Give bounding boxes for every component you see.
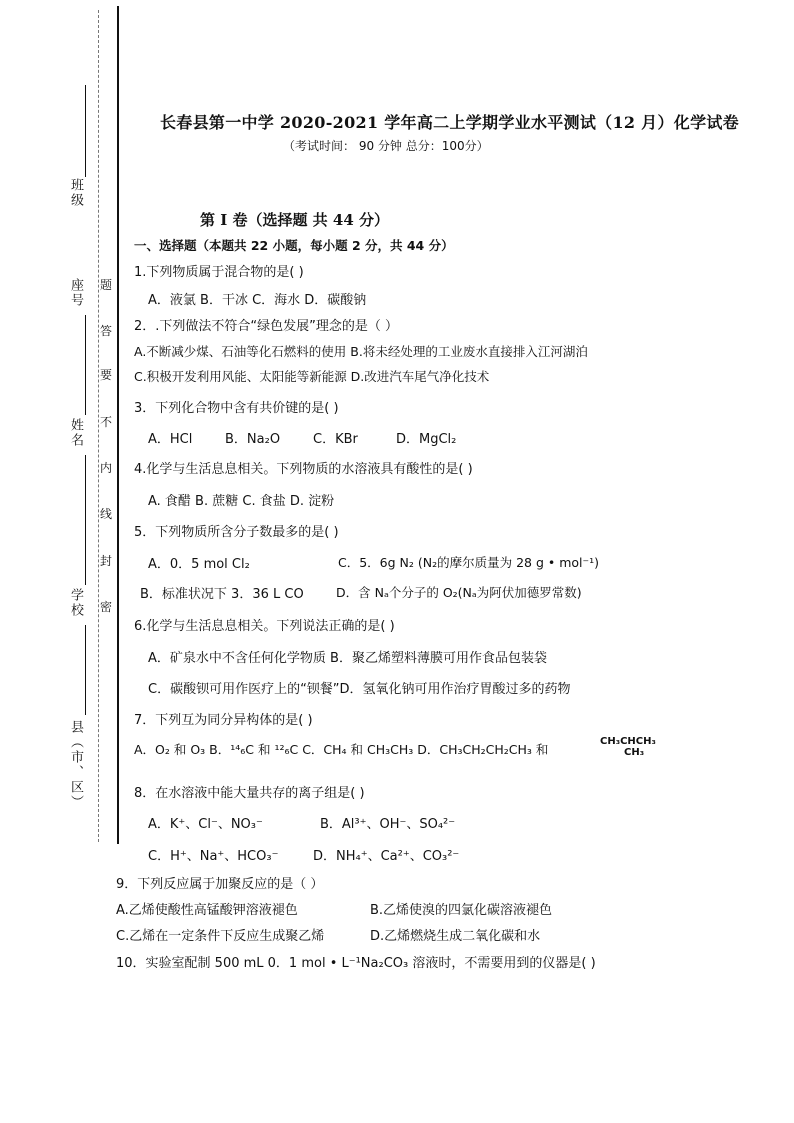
q5-option-b: B．标准状况下 3．36 L CO bbox=[140, 587, 304, 602]
seal-char-3: 要 bbox=[100, 368, 113, 382]
q7-structure-line1: CH₃CHCH₃ bbox=[600, 736, 656, 747]
exam-subtitle: （考试时间： 90 分钟 总分：100分） bbox=[283, 139, 489, 153]
q5-option-c: C．5．6g N₂ (N₂的摩尔质量为 28 g • mol⁻¹) bbox=[338, 555, 600, 570]
q8-option-a: A．K⁺、Cl⁻、NO₃⁻ bbox=[148, 817, 263, 832]
q10-stem: 10．实验室配制 500 mL 0．1 mol • L⁻¹Na₂CO₃ 溶液时，不需要用到的仪器是( ) bbox=[116, 956, 596, 971]
q2-options-cd: C.积极开发利用风能、太阳能等新能源 D.改进汽车尾气净化技术 bbox=[134, 369, 490, 384]
q3-option-b: B．Na₂O bbox=[225, 432, 281, 447]
q1-stem: 1.下列物质属于混合物的是( ) bbox=[134, 265, 304, 280]
q9-option-b: B.乙烯使溴的四氯化碳溶液褪色 bbox=[370, 903, 553, 918]
seal-dashed-line bbox=[98, 10, 99, 842]
q8-option-b: B．Al³⁺、OH⁻、SO₄²⁻ bbox=[320, 817, 456, 832]
q5-option-a: A．0．5 mol Cl₂ bbox=[148, 557, 250, 572]
q9-option-d: D.乙烯燃烧生成二氧化碳和水 bbox=[370, 929, 541, 944]
q3-stem: 3．下列化合物中含有共价键的是( ) bbox=[134, 401, 339, 416]
q8-option-c: C．H⁺、Na⁺、HCO₃⁻ bbox=[148, 849, 279, 864]
q5-option-d: D．含 Nₐ个分子的 O₂(Nₐ为阿伏加德罗常数) bbox=[336, 585, 582, 600]
q6-stem: 6.化学与生活息息相关。下列说法正确的是( ) bbox=[134, 619, 395, 634]
seal-char-7: 封 bbox=[100, 554, 113, 568]
q2-stem: 2．.下列做法不符合“绿色发展”理念的是（ ） bbox=[134, 319, 399, 334]
q3-option-a: A．HCl bbox=[148, 432, 193, 447]
q3-option-c: C．KBr bbox=[313, 432, 358, 447]
seal-char-6: 线 bbox=[100, 507, 113, 521]
q6-options-cd: C．碳酸钡可用作医疗上的“钡餐”D．氢氧化钠可用作治疗胃酸过多的药物 bbox=[148, 682, 571, 697]
seal-char-8: 密 bbox=[100, 600, 113, 614]
school-blank bbox=[85, 625, 86, 715]
section-title: 第 I 卷（选择题 共 44 分） bbox=[200, 211, 390, 229]
q7-structure-line2: CH₃ bbox=[624, 747, 645, 758]
q3-option-d: D．MgCl₂ bbox=[396, 432, 457, 447]
name-label: 姓名 bbox=[68, 418, 83, 448]
q7-options: A．O₂ 和 O₃ B．¹⁴₆C 和 ¹²₆C C．CH₄ 和 CH₃CH₃ D．CH₃CH₂CH₂CH₃ 和 bbox=[134, 742, 549, 757]
part-title: 一、选择题（本题共 22 小题，每小题 2 分，共 44 分） bbox=[134, 238, 454, 253]
q9-stem: 9．下列反应属于加聚反应的是（ ） bbox=[116, 877, 324, 892]
seat-label: 座号 bbox=[68, 278, 83, 308]
class-blank bbox=[85, 85, 86, 177]
exam-title: 长春县第一中学 2020-2021 学年高二上学期学业水平测试（12 月）化学试卷 bbox=[160, 113, 739, 132]
seal-char-2: 答 bbox=[100, 324, 113, 338]
q9-option-a: A.乙烯使酸性高锰酸钾溶液褪色 bbox=[116, 903, 298, 918]
seal-char-1: 题 bbox=[100, 278, 113, 292]
q6-options-ab: A．矿泉水中不含任何化学物质 B．聚乙烯塑料薄膜可用作食品包装袋 bbox=[148, 651, 547, 666]
name-blank bbox=[85, 455, 86, 585]
seal-char-4: 不 bbox=[100, 415, 113, 429]
q5-stem: 5．下列物质所含分子数最多的是( ) bbox=[134, 525, 339, 540]
county-label: 县（市、区） bbox=[68, 720, 83, 810]
seal-char-5: 内 bbox=[100, 461, 113, 475]
q1-options: A．液氯 B．干冰 C．海水 D．碳酸钠 bbox=[148, 293, 367, 308]
class-label: 班级 bbox=[68, 178, 83, 208]
q8-option-d: D．NH₄⁺、Ca²⁺、CO₃²⁻ bbox=[313, 849, 460, 864]
school-label: 学校 bbox=[68, 588, 83, 618]
q7-branched-structure bbox=[600, 736, 656, 758]
binding-solid-line bbox=[117, 6, 119, 844]
q2-options-ab: A.不断减少煤、石油等化石燃料的使用 B.将未经处理的工业废水直接排入江河湖泊 bbox=[134, 344, 588, 359]
q4-options: A. 食醋 B. 蔗糖 C. 食盐 D. 淀粉 bbox=[148, 494, 335, 509]
seat-blank bbox=[85, 315, 86, 415]
q8-stem: 8．在水溶液中能大量共存的离子组是( ) bbox=[134, 786, 365, 801]
q7-stem: 7．下列互为同分异构体的是( ) bbox=[134, 713, 313, 728]
q9-option-c: C.乙烯在一定条件下反应生成聚乙烯 bbox=[116, 929, 325, 944]
q4-stem: 4.化学与生活息息相关。下列物质的水溶液具有酸性的是( ) bbox=[134, 462, 473, 477]
